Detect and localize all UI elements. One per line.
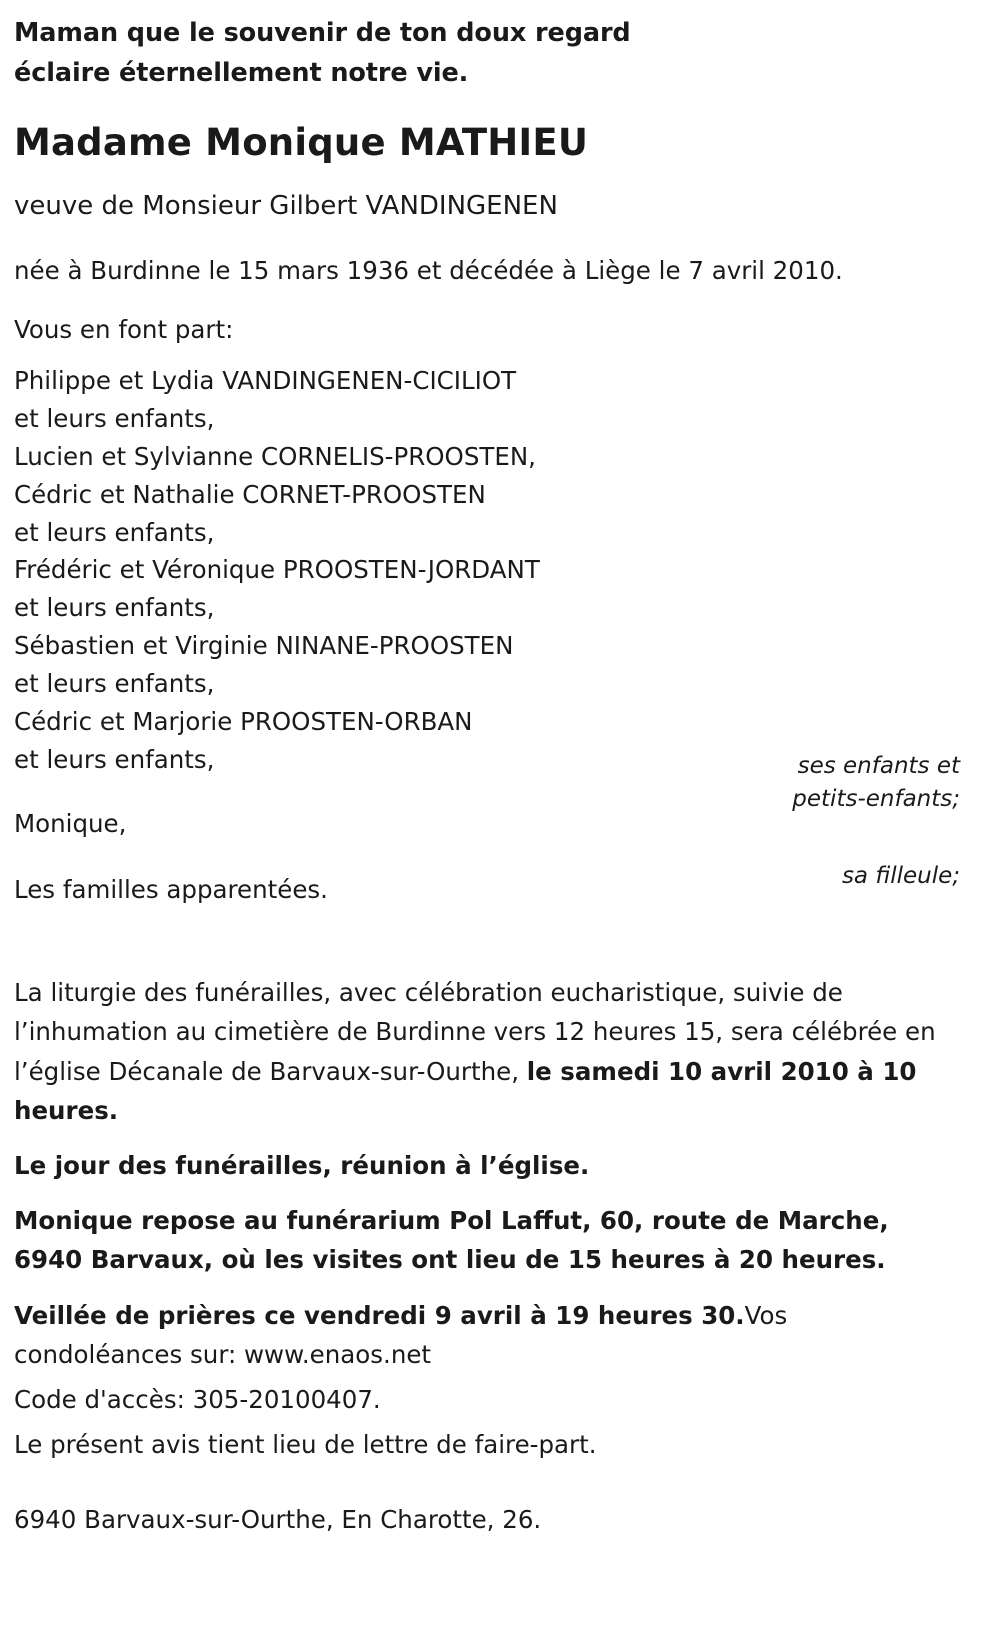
list-item: et leurs enfants, <box>14 517 215 547</box>
related-families-line: Les familles apparentées. <box>14 875 328 905</box>
vigil-and-condolences <box>14 1296 954 1374</box>
epitaph <box>14 14 960 93</box>
list-item: Philippe et Lydia VANDINGENEN-CICILIOT <box>14 365 517 395</box>
side-note-goddaughter: sa filleule; <box>841 863 960 890</box>
legal-notice-line: Le présent avis tient lieu de lettre de faire-part. <box>14 1430 597 1460</box>
list-item: Cédric et Nathalie CORNET-PROOSTEN <box>14 479 486 509</box>
side-note-children-line-2: petits-enfants; <box>792 785 960 812</box>
family-list <box>14 362 960 780</box>
funerarium-line: Monique repose au funérarium Pol Laffut, 60, route de Marche, 6940 Barvaux, où les visites ont lieu de 15 heures à 20 heures. <box>14 1206 889 1275</box>
family-block <box>14 362 960 910</box>
birth-death-line: née à Burdinne le 15 mars 1936 et décédée à Liège le 7 avril 2010. <box>14 255 843 285</box>
access-code-line: Code d'accès: 305-20100407. <box>14 1384 381 1414</box>
list-item: et leurs enfants, <box>14 745 215 775</box>
list-item: et leurs enfants, <box>14 593 215 623</box>
epitaph-line-1: Maman que le souvenir de ton doux regard <box>14 18 631 48</box>
funeral-paragraph-text: La liturgie des funérailles, avec célébration eucharistique, suivie de l’inhumation au cimetière de Burdinne vers 12 heures 15, sera célébrée en l’église Décanale de Barvaux-sur-Ourthe, <box>14 978 936 1086</box>
reunion-line: Le jour des funérailles, réunion à l’église. <box>14 1150 590 1180</box>
list-item: Sébastien et Virginie NINANE-PROOSTEN <box>14 631 514 661</box>
address-line: 6940 Barvaux-sur-Ourthe, En Charotte, 26. <box>14 1505 542 1535</box>
deceased-name: Madame Monique MATHIEU <box>14 121 589 165</box>
epitaph-line-2: éclaire éternellement notre vie. <box>14 57 469 88</box>
funeral-paragraph <box>14 973 954 1130</box>
condolences-line: Vos condoléances sur: www.enaos.net <box>14 1300 788 1369</box>
side-notes <box>630 750 960 894</box>
vigil-line: Veillée de prières ce vendredi 9 avril à 19 heures 30. <box>14 1300 745 1330</box>
goddaughter-name: Monique, <box>14 809 127 839</box>
funeral-datetime: le samedi 10 avril 2010 à 10 heures. <box>14 1056 917 1125</box>
announcement-intro: Vous en font part: <box>14 314 234 344</box>
list-item: Frédéric et Véronique PROOSTEN-JORDANT <box>14 555 540 585</box>
list-item: Cédric et Marjorie PROOSTEN-ORBAN <box>14 707 473 737</box>
list-item: et leurs enfants, <box>14 669 215 699</box>
spouse-line: veuve de Monsieur Gilbert VANDINGENEN <box>14 190 558 221</box>
list-item: et leurs enfants, <box>14 403 215 433</box>
side-note-children-line-1: ses enfants et <box>797 752 960 779</box>
list-item: Lucien et Sylvianne CORNELIS-PROOSTEN, <box>14 441 536 471</box>
spacer <box>14 917 960 973</box>
